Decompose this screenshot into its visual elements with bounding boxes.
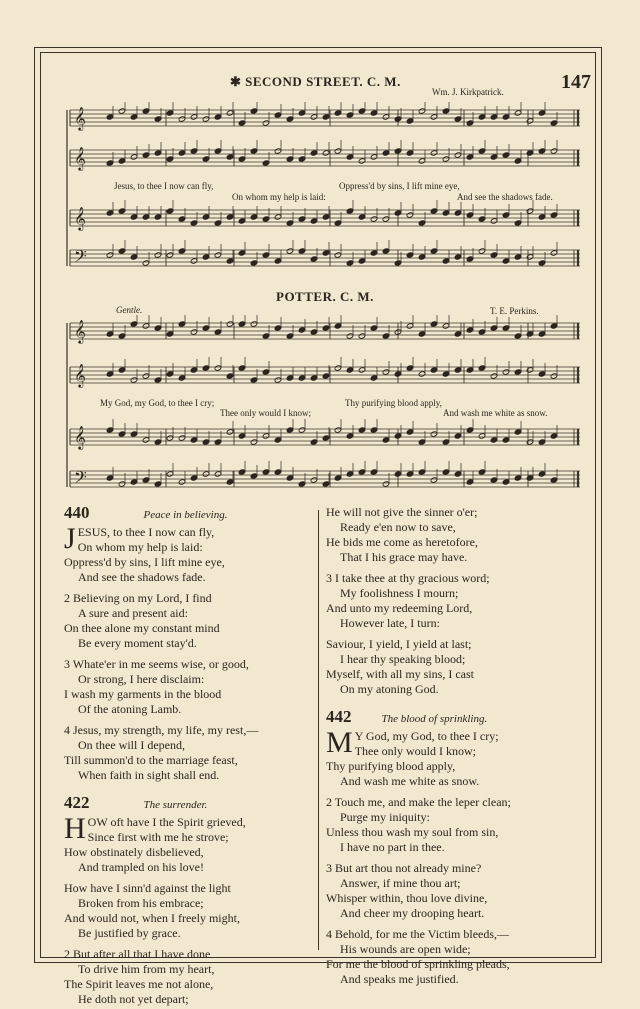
verse-line: Till summon'd to the marriage feast,	[64, 753, 238, 767]
hymn-title: The blood of sprinkling.	[381, 713, 488, 725]
right-column	[326, 505, 596, 987]
composer-kirkpatrick: Wm. J. Kirkpatrick.	[432, 87, 504, 97]
verse-line: His wounds are open wide;	[340, 942, 471, 956]
svg-text:𝄞: 𝄞	[74, 106, 86, 130]
hymn-number: 422	[64, 793, 90, 812]
svg-text:𝄢: 𝄢	[74, 467, 87, 491]
svg-text:𝄢: 𝄢	[74, 246, 87, 270]
verse-line: 3 But art thou not already mine?	[326, 861, 482, 875]
verse-line: Be justified by grace.	[78, 926, 181, 940]
verse-line: He will not give the sinner o'er;	[326, 505, 478, 519]
svg-text:𝄞: 𝄞	[74, 425, 86, 449]
verse-line: And wash me white as snow.	[340, 774, 480, 788]
svg-text:𝄞: 𝄞	[74, 206, 86, 230]
verse-line: ESUS, to thee I now can fly,	[77, 525, 215, 539]
verse-line: Purge my iniquity:	[340, 810, 430, 824]
verse-line: Broken from his embrace;	[78, 896, 204, 910]
verse-line: And cheer my drooping heart.	[340, 906, 485, 920]
lyric-line-4: And wash me white as snow.	[443, 408, 548, 418]
hymn-422	[64, 795, 314, 1007]
staff	[70, 419, 580, 450]
verse-line: Answer, if mine thou art;	[340, 876, 461, 890]
verse-line: How have I sinn'd against the light	[64, 881, 231, 895]
verse-line: Or strong, I here disclaim:	[78, 672, 205, 686]
verse-line: Myself, with all my sins, I cast	[326, 667, 474, 681]
verse-line: Thee only would I know;	[354, 744, 476, 758]
lyric-line-4: And see the shadows fade.	[457, 192, 553, 202]
verse-line: A sure and present aid:	[78, 606, 188, 620]
verse-line: He doth not yet depart;	[78, 992, 189, 1006]
svg-text:𝄞: 𝄞	[74, 319, 86, 343]
page-number: 147	[561, 71, 591, 93]
staff	[70, 102, 580, 131]
verse-line: Of the atoning Lamb.	[78, 702, 182, 716]
verse-line: Thy purifying blood apply,	[326, 759, 456, 773]
verse-line: Ready e'en now to save,	[340, 520, 456, 534]
verse-line: 4 Jesus, my strength, my life, my rest,—	[64, 723, 259, 737]
verse-line: Oppress'd by sins, I lift mine eye,	[64, 555, 225, 569]
verse-line: And trampled on his love!	[78, 860, 204, 874]
verse-line: And would not, when I freely might,	[64, 911, 240, 925]
composer-perkins: T. E. Perkins.	[490, 306, 539, 316]
tune-title-second-street: ✱ SECOND STREET. C. M.	[230, 74, 401, 89]
hymn-title: Peace in believing.	[143, 509, 228, 521]
staff	[70, 240, 580, 270]
hymn-number: 440	[64, 503, 90, 522]
hymn-442	[326, 709, 596, 987]
lyric-line-2: On whom my help is laid:	[232, 192, 326, 202]
verse-line: And speaks me justified.	[340, 972, 459, 986]
verse-line: Unless thou wash my soul from sin,	[326, 825, 499, 839]
lyric-line-1: My God, my God, to thee I cry;	[100, 398, 215, 408]
verse-line: The Spirit leaves me not alone,	[64, 977, 214, 991]
tune-title-potter: POTTER. C. M.	[276, 289, 374, 304]
hymn-440	[64, 505, 314, 783]
drop-cap: J	[64, 522, 76, 555]
drop-cap: M	[326, 726, 353, 759]
verse-line: Since first with me he strove;	[87, 830, 229, 844]
staff	[70, 461, 580, 491]
verse-line: My foolishness I mourn;	[340, 586, 459, 600]
drop-cap: H	[64, 812, 86, 845]
staff	[70, 315, 580, 344]
svg-text:𝄞: 𝄞	[74, 146, 86, 170]
verse-line: Be every moment stay'd.	[78, 636, 197, 650]
verse-line: 2 Touch me, and make the leper clean;	[326, 795, 511, 809]
svg-text:𝄞: 𝄞	[74, 363, 86, 387]
hymn-number: 442	[326, 707, 352, 726]
verse-line: When faith in sight shall end.	[78, 768, 220, 782]
hymn-422-continued	[326, 505, 596, 697]
verse-line: I wash my garments in the blood	[64, 687, 222, 701]
verse-line: That I his grace may have.	[340, 550, 468, 564]
verse-line: I hear thy speaking blood;	[340, 652, 466, 666]
lyric-line-3: Thy purifying blood apply,	[345, 398, 442, 408]
verse-line: 3 Whate'er in me seems wise, or good,	[64, 657, 249, 671]
left-column	[64, 505, 314, 1007]
verse-line: And see the shadows fade.	[78, 570, 206, 584]
verse-line: How obstinately disbelieved,	[64, 845, 204, 859]
column-divider	[318, 510, 319, 950]
verse-line: On whom my help is laid:	[77, 540, 203, 554]
verse-line: Saviour, I yield, I yield at last;	[326, 637, 472, 651]
verse-line: OW oft have I the Spirit grieved,	[87, 815, 246, 829]
staff	[70, 200, 580, 231]
staff	[70, 357, 580, 388]
verse-line: Whisper within, thou love divine,	[326, 891, 488, 905]
hymn-title: The surrender.	[143, 799, 208, 811]
lyric-line-1: Jesus, to thee I now can fly,	[114, 181, 214, 191]
lyric-line-3: Oppress'd by sins, I lift mine eye,	[339, 181, 460, 191]
verse-line: To drive him from my heart,	[78, 962, 215, 976]
verse-line: On thee alone my constant mind	[64, 621, 220, 635]
verse-line: 2 Believing on my Lord, I find	[64, 591, 212, 605]
verse-line: I have no part in thee.	[340, 840, 445, 854]
lyric-line-2: Thee only would I know;	[220, 408, 311, 418]
verse-line: 3 I take thee at thy gracious word;	[326, 571, 490, 585]
tempo-direction: Gentle.	[116, 305, 143, 315]
verse-line: On my atoning God.	[340, 682, 439, 696]
verse-line: On thee will I depend,	[78, 738, 185, 752]
verse-line: However late, I turn:	[340, 616, 440, 630]
verse-line: He bids me come as heretofore,	[326, 535, 478, 549]
verse-line: 4 Behold, for me the Victim bleeds,—	[326, 927, 510, 941]
staff	[70, 140, 580, 171]
verse-line: 2 But after all that I have done	[64, 947, 211, 961]
verse-line: And unto my redeeming Lord,	[326, 601, 473, 615]
verse-line: For me the blood of sprinkling pleads,	[326, 957, 510, 971]
verse-line: Y God, my God, to thee I cry;	[354, 729, 499, 743]
